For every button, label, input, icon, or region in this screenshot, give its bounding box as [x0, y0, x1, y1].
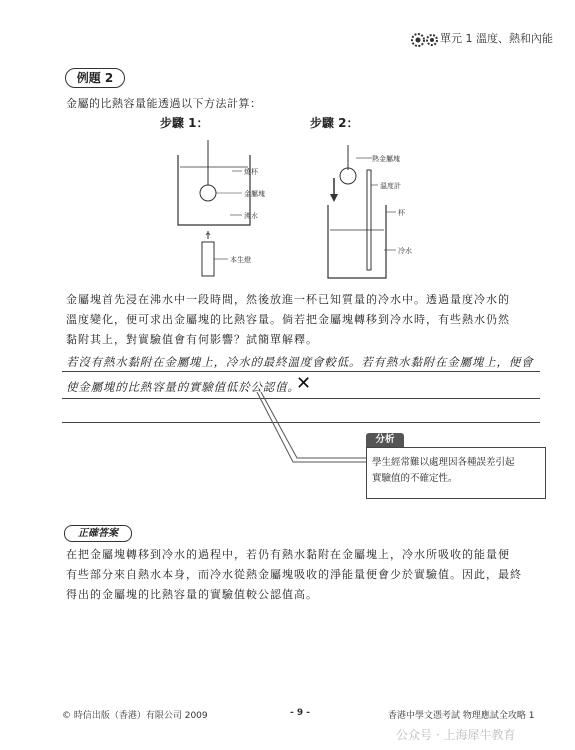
label-cup: 杯 — [398, 209, 405, 217]
question-line-3: 黏附其上，對實驗值會有何影響？試簡單解釋。 — [66, 333, 318, 346]
analysis-text — [372, 455, 540, 487]
correct-answer-line-1: 在把金屬塊轉移到冷水的過程中，若仍有熱水黏附在金屬塊上，冷水所吸收的能量便 — [66, 548, 510, 561]
analysis-line-2: 實驗值的不確定性。 — [372, 473, 458, 484]
question-line-2: 溫度變化，便可求出金屬塊的比熱容量。倘若把金屬塊轉移到冷水時，有些熱水仍然 — [66, 313, 510, 326]
analysis-pointer — [255, 390, 375, 470]
analysis-line-1: 學生經常難以處理因各種誤差引起 — [372, 457, 515, 468]
gear-icon — [410, 32, 444, 48]
student-answer-line-1: 若沒有熱水黏附在金屬塊上，冷水的最終溫度會較低。若有熱水黏附在金屬塊上，便會 — [66, 355, 534, 369]
label-hot-metal: 熱金屬塊 — [372, 155, 400, 163]
label-metal: 金屬塊 — [244, 190, 265, 198]
step-1-title: 步驟 1： — [160, 116, 209, 130]
analysis-tab: 分析 — [366, 433, 404, 447]
watermark: 公众号 · 上海犀牛教育 — [396, 728, 516, 742]
student-answer-line-2: 使金屬塊的比熱容量的實驗值低於公認值。 — [66, 380, 300, 394]
label-thermometer: 溫度計 — [380, 182, 401, 190]
footer-book-title: 香港中學文憑考試 物理應試全攻略 1 — [388, 711, 535, 721]
correct-answer-label: 正確答案 — [64, 525, 132, 542]
step-2-title: 步驟 2： — [310, 116, 359, 130]
diagram-step-2 — [320, 140, 420, 285]
wrong-mark-icon: ✕ — [296, 373, 312, 394]
intro-text: 金屬的比熱容量能透過以下方法計算： — [66, 97, 262, 110]
correct-answer-line-3: 得出的金屬塊的比熱容量的實驗值較公認值高。 — [66, 588, 318, 601]
label-boiling-water: 沸水 — [244, 212, 258, 220]
question-line-1: 金屬塊首先浸在沸水中一段時間，然後放進一杯已知質量的冷水中。透過量度冷水的 — [66, 293, 510, 306]
unit-header: 單元 1 溫度、熱和內能 — [440, 32, 553, 45]
label-beaker: 燒杯 — [244, 168, 258, 176]
answer-rule-1 — [62, 371, 540, 372]
label-bunsen-burner: 本生燈 — [230, 256, 251, 264]
page-number: - 9 - — [290, 708, 310, 718]
label-cold-water: 冷水 — [398, 247, 412, 255]
example-label: 例題 2 — [65, 68, 125, 88]
footer-copyright: © 時信出版（香港）有限公司 2009 — [62, 711, 208, 721]
correct-answer-line-2: 有些部分來自熱水本身，而冷水從熱金屬塊吸收的淨能量便會少於實驗值。因此，最終 — [66, 568, 522, 581]
